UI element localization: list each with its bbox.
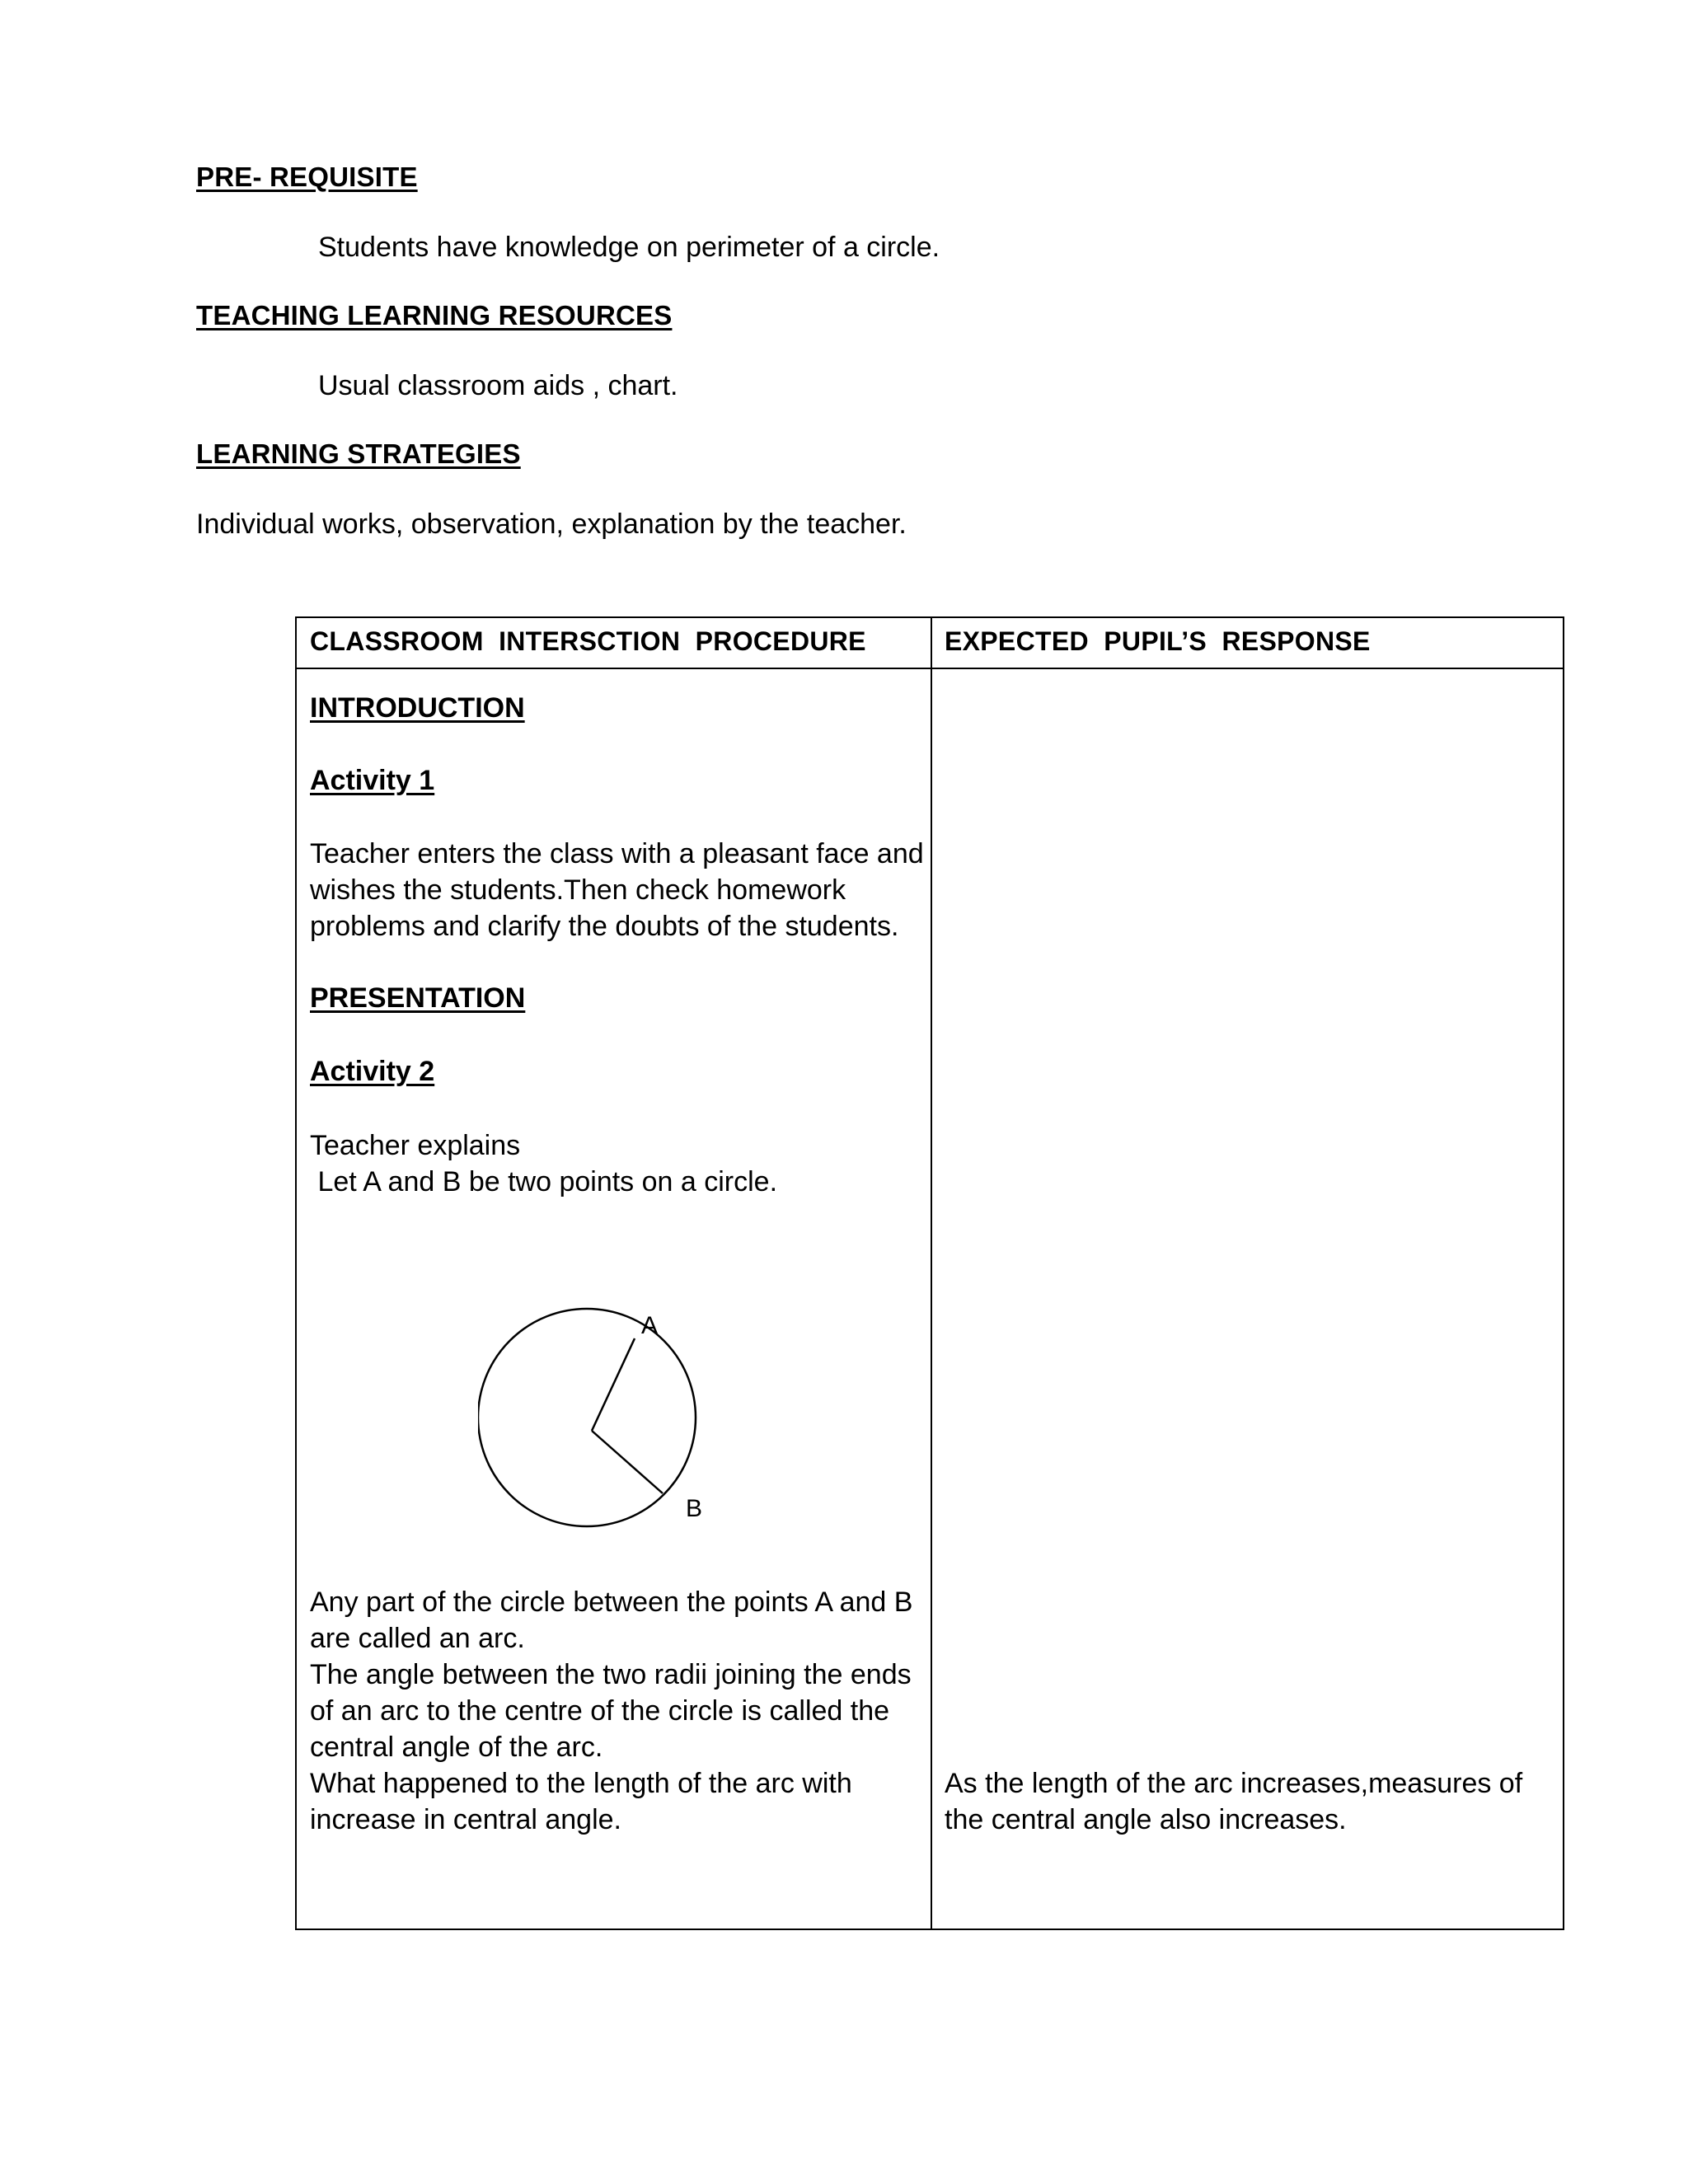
point-b-label: B bbox=[686, 1495, 703, 1522]
explanation-line: What happened to the length of the arc with bbox=[310, 1768, 852, 1799]
activity-2-line: Teacher explains bbox=[310, 1130, 521, 1161]
strategies-heading: LEARNING STRATEGIES bbox=[196, 438, 521, 469]
activity-2-heading: Activity 2 bbox=[310, 1056, 435, 1087]
presentation-heading: PRESENTATION bbox=[310, 982, 526, 1014]
introduction-heading: INTRODUCTION bbox=[310, 692, 525, 724]
explanation-line: of an arc to the centre of the circle is called the bbox=[310, 1695, 890, 1727]
explanation-line: are called an arc. bbox=[310, 1623, 525, 1654]
response-line: As the length of the arc increases,measures of bbox=[945, 1768, 1523, 1799]
activity-2-line: Let A and B be two points on a circle. bbox=[310, 1166, 778, 1197]
circle-outline bbox=[478, 1309, 696, 1526]
column-divider bbox=[931, 618, 932, 1929]
response-line: the central angle also increases. bbox=[945, 1804, 1347, 1835]
header-procedure: CLASSROOM INTERSCTION PROCEDURE bbox=[310, 626, 866, 656]
activity-1-line: Teacher enters the class with a pleasant face and bbox=[310, 838, 924, 869]
circle-arc-diagram bbox=[478, 1269, 750, 1541]
activity-1-line: problems and clarify the doubts of the students. bbox=[310, 911, 899, 942]
radius-to-a bbox=[592, 1338, 635, 1431]
activity-1-line: wishes the students.Then check homework bbox=[310, 874, 846, 906]
prerequisite-heading: PRE- REQUISITE bbox=[196, 162, 418, 192]
activity-1-heading: Activity 1 bbox=[310, 765, 435, 796]
resources-heading: TEACHING LEARNING RESOURCES bbox=[196, 300, 673, 330]
header-response: EXPECTED PUPIL’S RESPONSE bbox=[945, 626, 1371, 656]
point-a-label: A bbox=[641, 1312, 659, 1339]
explanation-line: increase in central angle. bbox=[310, 1804, 622, 1835]
explanation-line: Any part of the circle between the points A and B bbox=[310, 1586, 913, 1618]
header-divider bbox=[297, 668, 1563, 669]
lesson-table bbox=[295, 616, 1564, 1930]
radius-to-b bbox=[592, 1431, 663, 1493]
explanation-line: The angle between the two radii joining the ends bbox=[310, 1659, 912, 1690]
strategies-text: Individual works, observation, explanation by the teacher. bbox=[196, 509, 907, 540]
prerequisite-text: Students have knowledge on perimeter of a circle. bbox=[318, 232, 940, 263]
explanation-line: central angle of the arc. bbox=[310, 1732, 603, 1763]
resources-text: Usual classroom aids , chart. bbox=[318, 370, 678, 401]
